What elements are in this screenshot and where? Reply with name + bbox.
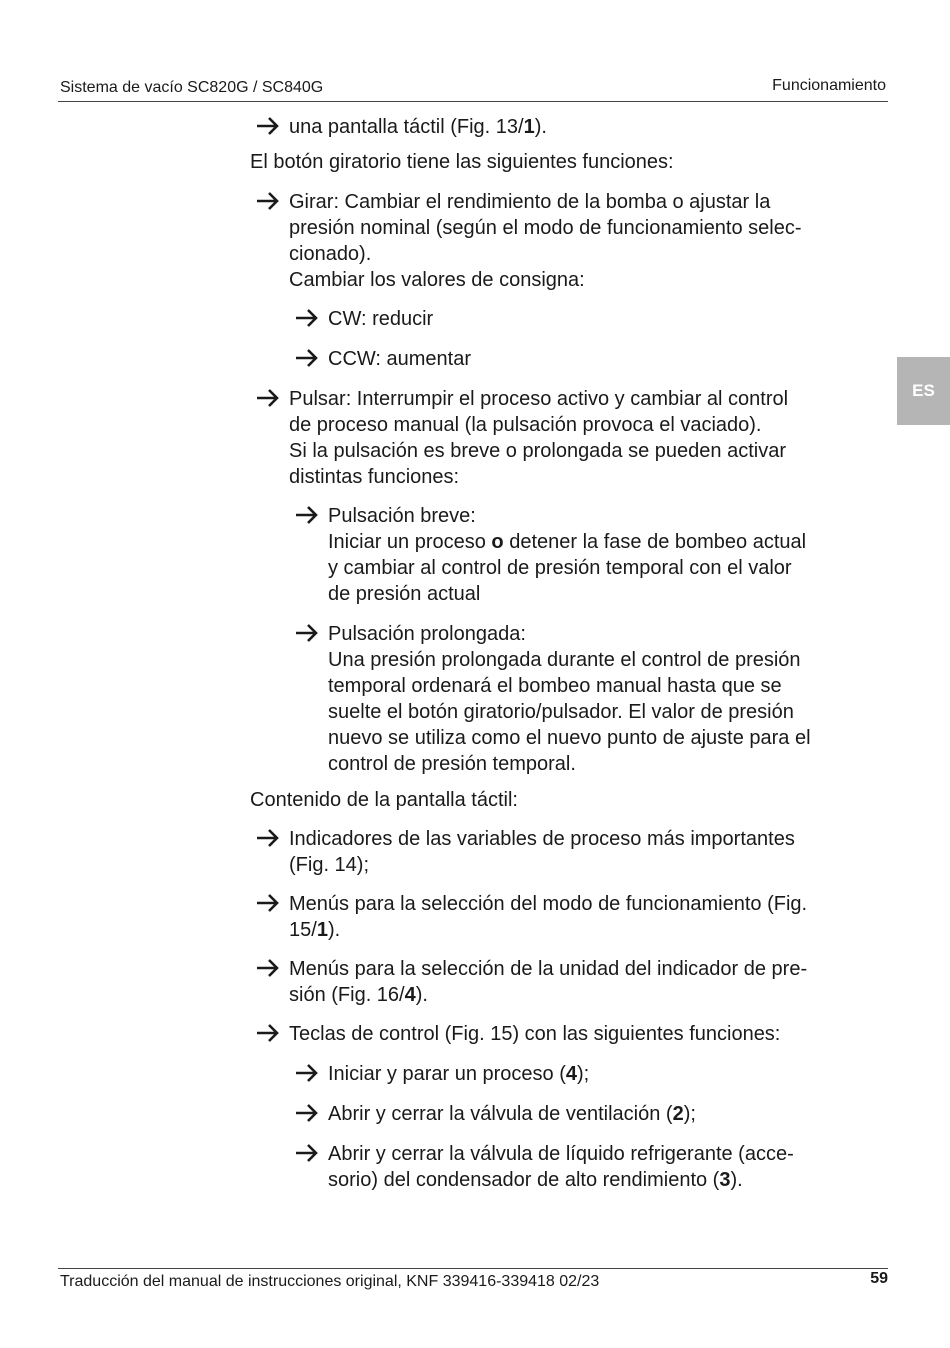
text: Teclas de control (Fig. 15) con las siguientes funciones: (289, 1023, 781, 1045)
text: Iniciar un proceso (328, 531, 492, 553)
text: Abrir y cerrar la válvula de ventilación ( (328, 1103, 673, 1125)
text: ); (683, 1103, 696, 1125)
footer-text: Traducción del manual de instrucciones original, KNF 339416-339418 02/23 (60, 1273, 600, 1290)
sub-bullet-item (328, 1141, 880, 1193)
line (328, 529, 880, 555)
paragraph: El botón giratorio tiene las siguientes funciones: (250, 151, 674, 173)
header-rule (58, 101, 888, 102)
text-bold: 3 (719, 1169, 731, 1191)
line: Menús para la selección de la unidad del indicador de pre- (289, 958, 808, 980)
text: detener la fase de bombeo actual (503, 531, 807, 553)
text-bold: 1 (316, 919, 328, 941)
footer-rule (58, 1268, 888, 1269)
line (289, 982, 879, 1008)
text: Iniciar y parar un proceso ( (328, 1063, 566, 1085)
line: y cambiar al control de presión temporal con el valor (328, 557, 792, 579)
line: Pulsación prolongada: (328, 623, 526, 645)
line: presión nominal (según el modo de funcionamiento selec- (289, 217, 802, 239)
language-tab: ES (897, 357, 950, 425)
line: de presión actual (328, 583, 481, 605)
line: Si la pulsación es breve o prolongada se pueden activar (289, 440, 786, 462)
text-bold: o (491, 531, 504, 553)
line: de proceso manual (la pulsación provoca el vaciado). (289, 414, 762, 436)
text: ). (415, 984, 428, 1006)
right-arrow-icon (295, 623, 319, 643)
line: Pulsar: Interrumpir el proceso activo y cambiar al control (289, 388, 789, 410)
text-bold: 4 (565, 1063, 578, 1085)
text-bold: 4 (404, 984, 416, 1006)
right-arrow-icon (256, 388, 280, 408)
line (289, 917, 879, 943)
line: suelte el botón giratorio/pulsador. El valor de presión (328, 701, 794, 723)
bullet-item (289, 891, 879, 943)
bullet-item (289, 189, 879, 293)
text: una pantalla táctil (Fig. 13/ (289, 116, 524, 138)
right-arrow-icon (295, 505, 319, 525)
sub-bullet-item (328, 503, 880, 607)
text-bold: 2 (672, 1103, 684, 1125)
page-number: 59 (870, 1270, 888, 1287)
line: Indicadores de las variables de proceso más importantes (289, 828, 795, 850)
paragraph: Contenido de la pantalla táctil: (250, 789, 518, 811)
line: nuevo se utiliza como el nuevo punto de ajuste para el (328, 727, 811, 749)
line: cionado). (289, 243, 372, 265)
sub-bullet-item (328, 621, 880, 777)
right-arrow-icon (256, 1023, 280, 1043)
text-bold: 1 (523, 116, 535, 138)
text: ). (730, 1169, 743, 1191)
text: CW: reducir (328, 308, 434, 330)
text: 15/ (289, 919, 317, 941)
sub-bullet-item (328, 1061, 880, 1087)
sub-bullet-item (328, 306, 880, 332)
line: Cambiar los valores de consigna: (289, 269, 585, 291)
bullet-item (289, 114, 879, 140)
right-arrow-icon (295, 1063, 319, 1083)
right-arrow-icon (295, 308, 319, 328)
text: ). (534, 116, 547, 138)
sub-bullet-item (328, 346, 880, 372)
right-arrow-icon (256, 116, 280, 136)
line: (Fig. 14); (289, 854, 370, 876)
line (328, 1167, 880, 1193)
right-arrow-icon (256, 958, 280, 978)
text: ); (577, 1063, 590, 1085)
right-arrow-icon (256, 893, 280, 913)
line: distintas funciones: (289, 466, 460, 488)
line: Abrir y cerrar la válvula de líquido refrigerante (acce- (328, 1143, 794, 1165)
sub-bullet-item (328, 1101, 880, 1127)
line: temporal ordenará el bombeo manual hasta que se (328, 675, 782, 697)
right-arrow-icon (256, 828, 280, 848)
bullet-item (289, 1021, 879, 1047)
text: ). (327, 919, 341, 941)
right-arrow-icon (295, 1143, 319, 1163)
line: control de presión temporal. (328, 753, 576, 775)
line: Pulsación breve: (328, 505, 476, 527)
right-arrow-icon (295, 348, 319, 368)
header-left: Sistema de vacío SC820G / SC840G (60, 79, 324, 96)
text: CCW: aumentar (328, 348, 472, 370)
right-arrow-icon (256, 191, 280, 211)
line: Menús para la selección del modo de funcionamiento (Fig. (289, 893, 808, 915)
line: Girar: Cambiar el rendimiento de la bomba o ajustar la (289, 191, 771, 213)
header-right: Funcionamiento (772, 77, 886, 94)
line: Una presión prolongada durante el control de presión (328, 649, 801, 671)
bullet-item (289, 386, 879, 490)
bullet-item (289, 826, 879, 878)
right-arrow-icon (295, 1103, 319, 1123)
bullet-item (289, 956, 879, 1008)
text: sión (Fig. 16/ (289, 984, 405, 1006)
text: sorio) del condensador de alto rendimiento ( (328, 1169, 720, 1191)
